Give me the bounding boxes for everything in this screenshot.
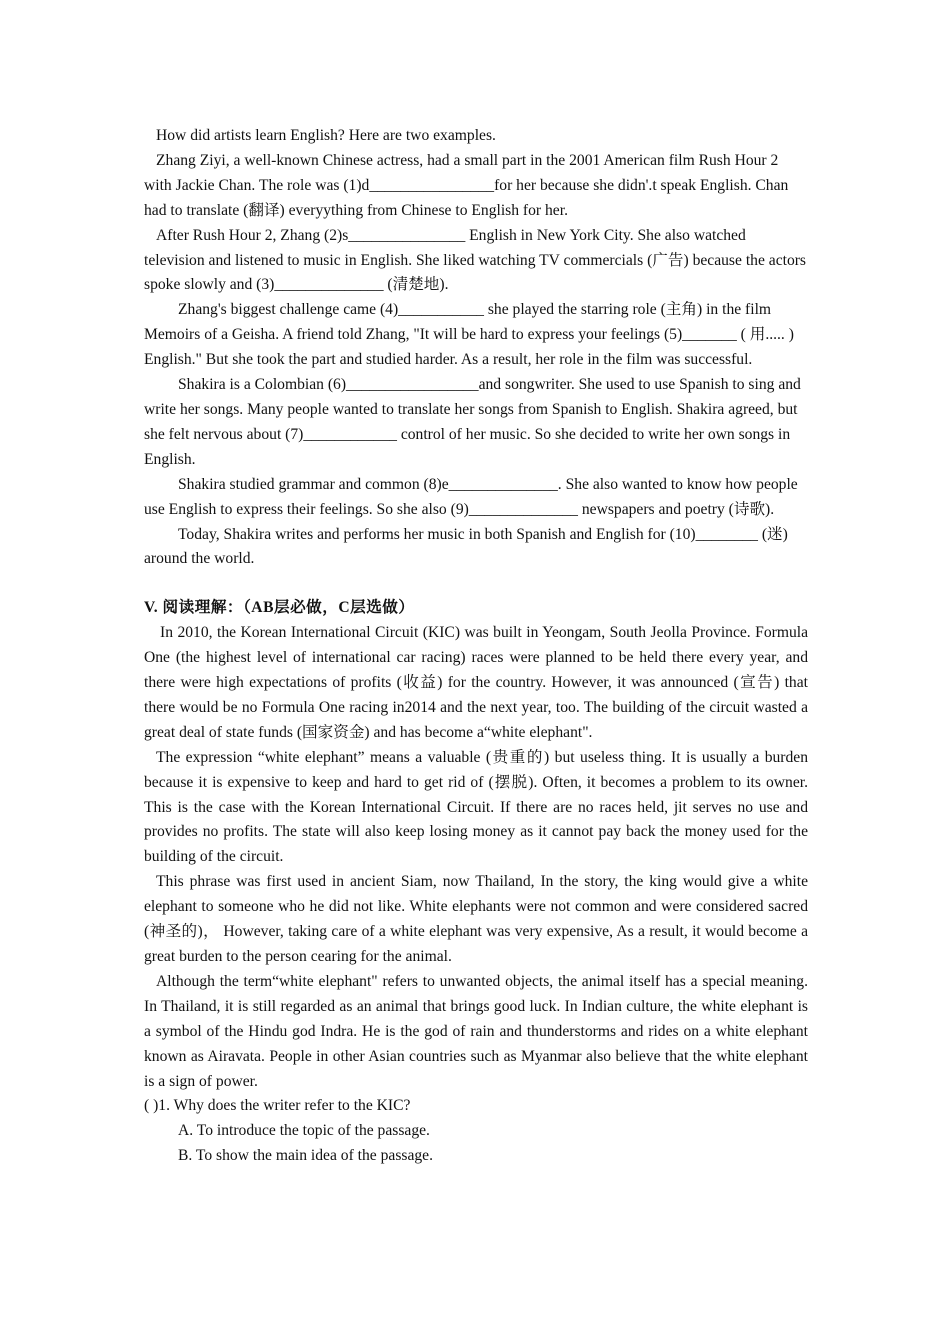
cloze-intro: How did artists learn English? Here are two examples.: [156, 127, 496, 144]
section-gap: [144, 572, 808, 596]
cloze-paragraph-5: Shakira studied grammar and common (8)e______________. She also wanted to know how people use English to express their feelings. So she also (9)______________ newspapers and poetry (诗歌).: [144, 475, 798, 518]
cloze-paragraph-2: After Rush Hour 2, Zhang (2)s_______________ English in New York City. She also watched television and listened to music in English. She liked watching TV commercials (广告) because the actors spoke slowly and (3)______________ (清楚地).: [144, 226, 807, 294]
reading-paragraph-1: In 2010, the Korean International Circuit (KIC) was built in Yeongam, South Jeolla Province. Formula One (the highest level of international car racing) races were planned to be held there every year, and there were high expectations of profits (收益) for the country. However, it was announced (宣告) that there would be no Formula One racing in2014 and the next year, too. The building of the circuit wasted a great deal of state funds (国家资金) and has become a“white elephant".: [144, 624, 808, 741]
cloze-paragraph-1: Zhang Ziyi, a well-known Chinese actress, had a small part in the 2001 American film Rush Hour 2 with Jackie Chan. The role was (1)d________________for her because she didn'.t speak English. Chan had to translate (翻译) everyything from Chinese to English for her.: [144, 151, 789, 219]
document-page: [144, 124, 808, 1169]
question-1-option-b: B. To show the main idea of the passage.: [178, 1147, 433, 1165]
question-1-option-a: A. To introduce the topic of the passage.: [178, 1122, 430, 1140]
reading-section-heading: V. 阅读理解：（AB层必做，C层选做）: [144, 599, 415, 617]
reading-paragraph-4: Although the term“white elephant" refers to unwanted objects, the animal itself has a special meaning. In Thailand, it is still regarded as an animal that brings good luck. In Indian culture, the white elephant is a symbol of the Hindu god Indra. He is the god of rain and thunderstorms and rides on a white elephant known as Airavata. People in other Asian countries such as Myanmar also believe that the white elephant is a sign of power.: [144, 972, 808, 1090]
cloze-paragraph-3: Zhang's biggest challenge came (4)___________ she played the starring role (主角) in the film Memoirs of a Geisha. A friend told Zhang, "It will be hard to express your feelings (5)_______ ( 用..... ) English." But she took the part and studied harder. As a result, her role in the film was successful.: [144, 301, 794, 369]
cloze-paragraph-4: Shakira is a Colombian (6)_________________and songwriter. She used to use Spanish to sing and write her songs. Many people wanted to translate her songs from Spanish to English. Shakira agreed, but she felt nervous about (7)____________ control of her music. So she decided to write her own songs in English.: [144, 376, 801, 468]
cloze-paragraph-6: Today, Shakira writes and performs her music in both Spanish and English for (10)________ (迷) around the world.: [144, 525, 788, 568]
question-1: ( )1. Why does the writer refer to the KIC?: [144, 1097, 411, 1115]
reading-paragraph-2: The expression “white elephant” means a valuable (贵重的) but useless thing. It is usually a burden because it is expensive to keep and hard to get rid of (摆脱). Often, it becomes a problem to its owner. This is the case with the Korean International Circuit. If there are no races held, jit serves no use and provides no profits. The state will also keep losing money as it cannot pay back the money used for the building of the circuit.: [144, 748, 808, 866]
reading-paragraph-3: This phrase was first used in ancient Siam, now Thailand, In the story, the king would give a white elephant to someone who he did not like. White elephants were not common and were considered sacred (神圣的)， However, taking care of a white elephant was very expensive, As a result, it would become a great burden to the person cearing for the animal.: [144, 873, 808, 965]
